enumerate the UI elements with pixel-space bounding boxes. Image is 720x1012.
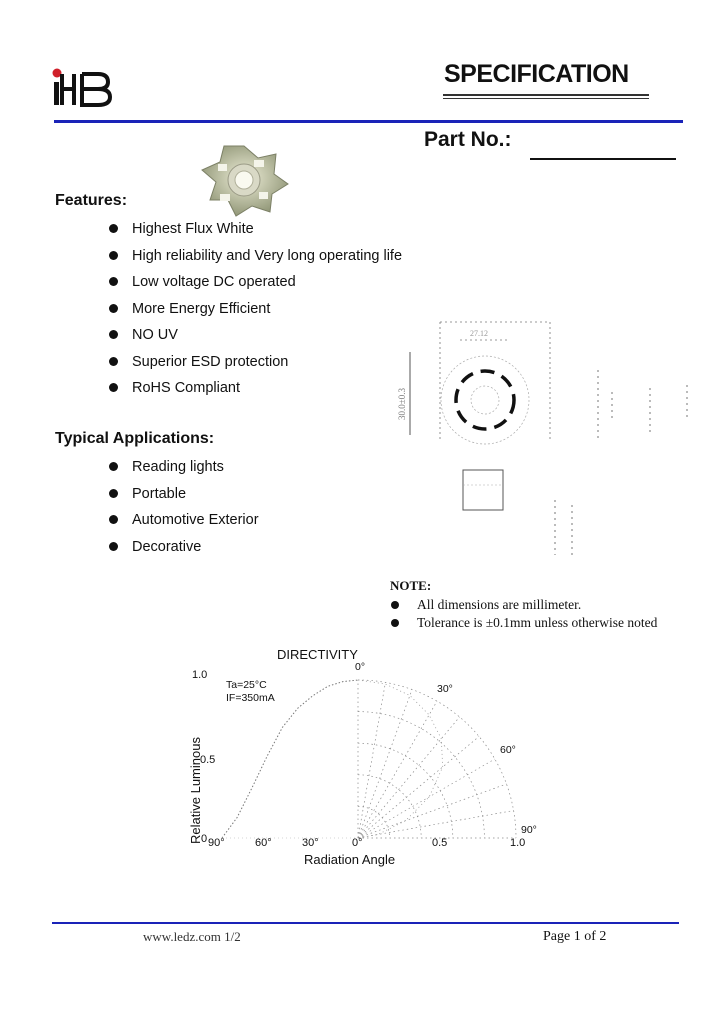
feature-item: RoHS Compliant <box>109 379 402 406</box>
note-item: Tolerance is ±0.1mm unless otherwise noted <box>390 615 657 633</box>
chart-x-axis-label: Radiation Angle <box>304 852 396 867</box>
footer-website: www.ledz.com 1/2 <box>143 929 241 944</box>
feature-item: High reliability and Very long operating life <box>109 247 402 274</box>
y-tick-label: 1.0 <box>192 669 208 681</box>
application-item: Reading lights <box>109 458 259 485</box>
dimension-drawing <box>397 300 700 565</box>
svg-text:27.12: 27.12 <box>470 329 488 338</box>
intensity-curve-polar <box>358 680 443 838</box>
x-radius-tick-label: 0.5 <box>432 837 448 849</box>
application-item: Decorative <box>109 538 259 565</box>
note-block <box>390 578 657 633</box>
chart-y-axis-label: Relative Luminous <box>187 737 203 844</box>
part-no-field <box>530 158 676 160</box>
chart-condition-current: IF=350mA <box>226 692 275 704</box>
part-no-label: Part No.: <box>424 128 512 151</box>
intensity-curve-left <box>222 680 358 838</box>
page-title: SPECIFICATION <box>444 60 629 88</box>
applications-list <box>109 458 259 564</box>
note-title: NOTE: <box>390 578 432 593</box>
feature-item: NO UV <box>109 326 402 353</box>
title-underline-thin <box>443 98 649 99</box>
page-number: Page 1 of 2 <box>543 929 607 944</box>
x-radius-tick-label: 1.0 <box>510 837 526 849</box>
x-angle-tick-label: 0° <box>352 837 363 849</box>
polar-spoke <box>358 690 412 838</box>
feature-item: Low voltage DC operated <box>109 273 402 300</box>
features-heading: Features: <box>55 192 128 209</box>
chart-title: DIRECTIVITY <box>277 647 358 662</box>
footer-divider <box>52 922 679 924</box>
header-divider <box>54 120 683 123</box>
led-product-image <box>196 140 292 220</box>
feature-item: More Energy Efficient <box>109 300 402 327</box>
polar-spoke <box>358 701 437 838</box>
arc-angle-label: 0° <box>355 661 366 673</box>
arc-angle-label: 60° <box>500 744 516 756</box>
x-angle-tick-label: 60° <box>255 837 272 849</box>
application-item: Automotive Exterior <box>109 511 259 538</box>
y-tick-label: 0.5 <box>200 754 216 766</box>
polar-spoke <box>358 736 479 838</box>
polar-spoke <box>358 759 495 838</box>
features-list <box>109 220 402 406</box>
feature-item: Superior ESD protection <box>109 353 402 380</box>
y-tick-label: 0 <box>201 833 208 845</box>
application-item: Portable <box>109 485 259 512</box>
x-angle-tick-label: 30° <box>302 837 319 849</box>
feature-item: Highest Flux White <box>109 220 402 247</box>
applications-heading: Typical Applications: <box>55 430 215 447</box>
chart-condition-temp: Ta=25°C <box>226 679 267 691</box>
arc-angle-label: 30° <box>437 683 453 695</box>
company-logo <box>48 60 118 110</box>
title-underline <box>443 94 649 96</box>
polar-spoke <box>358 717 460 838</box>
note-item: All dimensions are millimeter. <box>390 597 657 615</box>
svg-text:30.0±0.3: 30.0±0.3 <box>397 388 407 420</box>
directivity-chart <box>200 660 540 860</box>
x-angle-tick-label: 90° <box>208 837 225 849</box>
arc-angle-label: 90° <box>521 824 537 836</box>
